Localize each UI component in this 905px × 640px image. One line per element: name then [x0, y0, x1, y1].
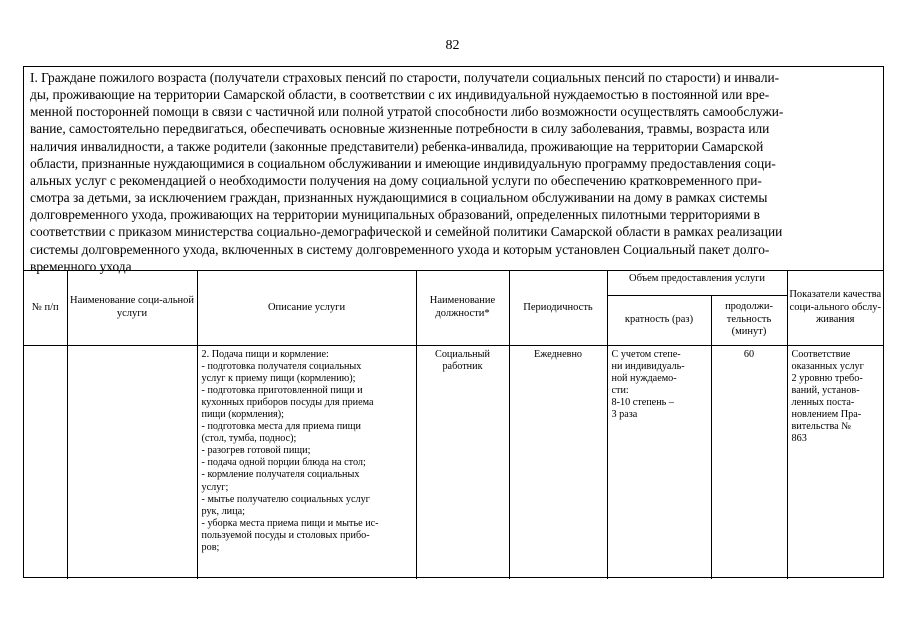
frequency-line: ни индивидуаль- [611, 360, 685, 372]
quality-line: оказанных услуг [791, 360, 864, 372]
description-line: (стол, тумба, поднос); [201, 433, 297, 445]
page-number: 82 [445, 38, 460, 53]
quality-line: новлением Пра- [791, 408, 862, 420]
description-line: 2. Подача пищи и кормление: [201, 348, 329, 360]
description-line: - подготовка получателя социальных [201, 360, 362, 372]
intro-text-line: I. Граждане пожилого возраста (получатели страховых пенсий по старости, получатели социальных пенсий по старости) и инвали- [30, 70, 780, 85]
intro-text-line: смотра за детьми, за исключением граждан, признанных нуждающимися в социальном обслуживании на дому в рамках системы [30, 190, 768, 206]
services-table [24, 271, 883, 579]
quality-line: вительства № [791, 421, 851, 433]
header-quality: Показатели качества соци-ального обслу-живания [787, 271, 883, 345]
row-periodicity: Ежедневно [509, 345, 607, 579]
frequency-line: 3 раза [611, 408, 638, 420]
service-table-frame [23, 66, 884, 578]
description-line: - мытье получателю социальных услуг [201, 493, 370, 505]
quality-line: ленных поста- [791, 396, 855, 408]
quality-line: ваний, установ- [791, 384, 860, 396]
intro-text-line: соответствии с приказом министерства социально-демографической и семейной политики Самарской области в рамках реализации [30, 224, 783, 240]
row-quality [787, 345, 883, 579]
description-line: ров; [201, 542, 220, 553]
description-line: - подача одной порции блюда на стол; [201, 457, 366, 469]
frequency-line: сти: [611, 384, 629, 396]
header-duration: продолжи-тельность (минут) [711, 295, 787, 345]
description-line: услуг к приему пищи (кормлению); [201, 372, 356, 384]
row-number [24, 345, 67, 579]
frequency-line: ной нуждаемо- [611, 372, 677, 384]
description-line: услуг; [201, 481, 229, 493]
intro-text-line: менной посторонней помощи в связи с частичной или полной утратой способности либо возможности осуществлять самообслужи- [30, 104, 784, 120]
header-number: № п/п [24, 271, 67, 345]
header-frequency: кратность (раз) [607, 295, 711, 345]
table-row [24, 345, 883, 579]
header-service-name: Наименование соци-альной услуги [67, 271, 197, 345]
category-description [24, 67, 883, 274]
intro-text-line: долговременного ухода, проживающих на территории муниципальных образований, определенных пилотными территориями в [30, 207, 760, 223]
description-line: пользуемой посуды и столовых прибо- [201, 529, 370, 541]
row-description [197, 345, 416, 579]
description-line: рук, лица; [201, 505, 245, 517]
intro-text-line: альных услуг с рекомендацией о необходимости получения на дому социальной услуги по обеспечению кратковременного при- [30, 172, 762, 188]
row-service-name [67, 345, 197, 579]
description-line: пищи (кормления); [201, 408, 284, 420]
description-line: кухонных приборов посуды для приема [201, 396, 374, 408]
intro-text-line: временного ухода [30, 258, 132, 274]
intro-text-line: системы долговременного ухода, включенных в систему долговременного ухода и которым установлен Социальный пакет долго- [30, 241, 770, 257]
header-position: Наименование должности* [416, 271, 509, 345]
row-position: Социальный работник [416, 345, 509, 579]
row-duration: 60 [711, 345, 787, 579]
row-frequency [607, 345, 711, 579]
quality-line: 2 уровню требо- [791, 372, 863, 384]
description-line: - подготовка места для приема пищи [201, 421, 361, 433]
intro-text-line: области, признанные нуждающимися в социальном обслуживании и имеющие индивидуальную программу предоставления соци- [30, 155, 776, 171]
description-line: - подготовка приготовленной пищи и [201, 384, 363, 396]
header-description: Описание услуги [197, 271, 416, 345]
header-periodicity: Периодичность [509, 271, 607, 345]
intro-text-line: ды, проживающие на территории Самарской области, в соответствии с их индивидуальной нуждаемостью в постоянной или вре- [30, 87, 770, 103]
frequency-line: 8-10 степень – [611, 396, 674, 408]
intro-text-line: наличия инвалидности, а также родители (законные представители) ребенка-инвалида, проживающие на территории Самарской [30, 138, 764, 154]
intro-text-line: вание, самостоятельно передвигаться, обеспечивать основные жизненные потребности в силу заболевания, травмы, возраста или [30, 121, 770, 137]
description-line: - разогрев готовой пищи; [201, 445, 311, 457]
quality-line: 863 [791, 433, 807, 445]
quality-line: Соответствие [791, 348, 851, 360]
frequency-line: С учетом степе- [611, 348, 681, 360]
description-line: - кормление получателя социальных [201, 469, 360, 481]
header-volume: Объем предоставления услуги [607, 271, 787, 295]
description-line: - уборка места приема пищи и мытье ис- [201, 517, 379, 529]
